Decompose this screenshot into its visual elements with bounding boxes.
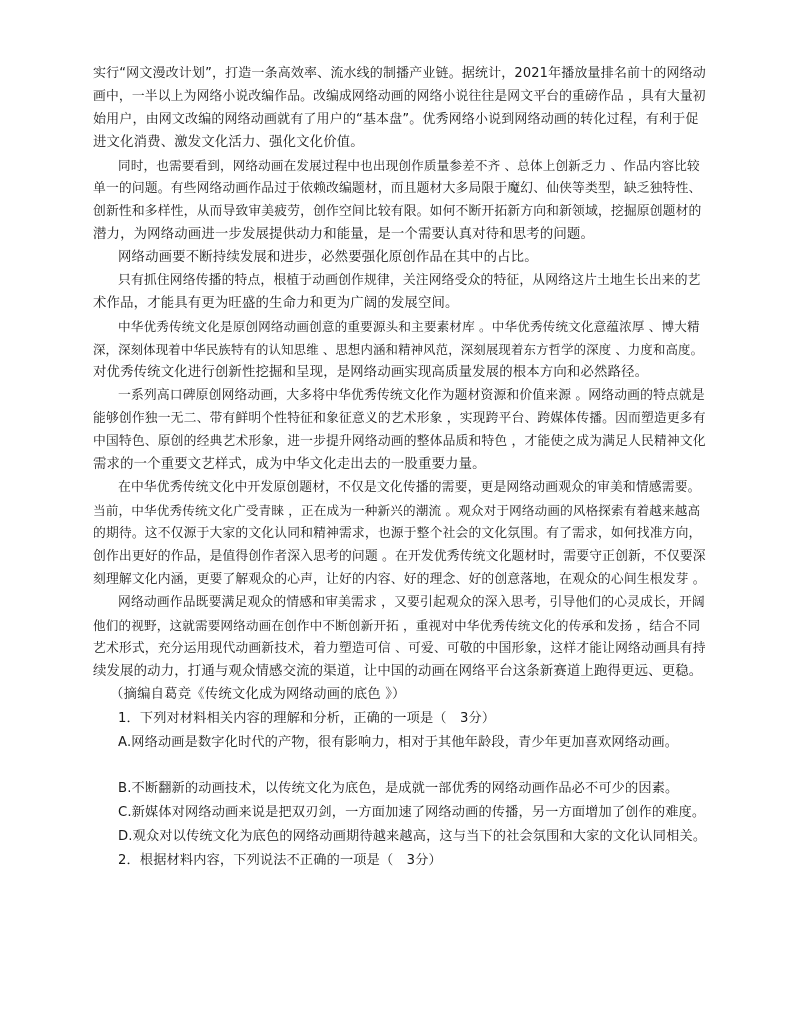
paragraph-line: 的期待。这不仅源于大家的文化认同和精神需求，也源于整个社会的文化氛围。有了需求，如何找准方向， bbox=[93, 526, 702, 541]
question-1-option-b: B.不断翻新的动画技术，以传统文化为底色，是成就一部优秀的网络动画作品必不可少的因素。 bbox=[118, 781, 679, 796]
question-1-option-c: C.新媒体对网络动画来说是把双刃剑，一方面加速了网络动画的传播，另一方面增加了创作的难度。 bbox=[118, 805, 706, 820]
paragraph-line: 创作出更好的作品，是值得创作者深入思考的问题 。在开发优秀传统文化题材时，需要守正创新，不仅要深 bbox=[93, 549, 706, 564]
paragraph-line: 他们的视野，这就需要网络动画在创作中不断创新开拓 ，重视对中华优秀传统文化的传承和发扬 ，结合不同 bbox=[93, 618, 701, 633]
source-citation: （摘编自葛竞《传统文化成为网络动画的底色 》） bbox=[110, 687, 406, 702]
question-2-stem: 2．根据材料内容，下列说法不正确的一项是（ 3分） bbox=[118, 853, 442, 868]
paragraph-line: 创新性和多样性，从而导致审美疲劳，创作空间比较有限。如何不断开拓新方向和新领域，挖掘原创题材的 bbox=[93, 204, 702, 219]
paragraph-line: 单一的问题。有些网络动画作品过于依赖改编题材，而且题材大多局限于魔幻、仙侠等类型，缺乏独特性、 bbox=[93, 181, 702, 196]
paragraph-line: 同时，也需要看到，网络动画在发展过程中也出现创作质量参差不齐 、总体上创新乏力 、作品内容比较 bbox=[118, 158, 700, 173]
paragraph-line: 始用户，由网文改编的网络动画就有了用户的“基本盘”。优秀网络小说到网络动画的转化过程，有利于促 bbox=[93, 112, 699, 127]
paragraph-line: 网络动画作品既要满足观众的情感和审美需求 ，又要引起观众的深入思考，引导他们的心灵成长，开阔 bbox=[118, 595, 705, 610]
question-1-option-d: D.观众对以传统文化为底色的网络动画期待越来越高，这与当下的社会氛围和大家的文化认同相关。 bbox=[118, 829, 707, 844]
paragraph-line: 潜力，为网络动画进一步发展提供动力和能量，是一个需要认真对待和思考的问题。 bbox=[93, 227, 595, 242]
paragraph-line: 进文化消费、激发文化活力、强化文化价值。 bbox=[93, 135, 364, 150]
paragraph-line: 刻理解文化内涵，更要了解观众的心声，让好的内容、好的理念、好的创意落地，在观众的心间生根发芽 。 bbox=[93, 572, 706, 587]
paragraph-line: 深，深刻体现着中华民族特有的认知思维 、思想内涵和精神风范，深刻展现着东方哲学的深度 、力度和高度。 bbox=[93, 342, 704, 357]
paragraph-line: 中华优秀传统文化是原创网络动画创意的重要源头和主要素材库 。中华优秀传统文化意蕴浓厚 、博大精 bbox=[118, 319, 700, 334]
paragraph-line: 一系列高口碑原创网络动画，大多将中华优秀传统文化作为题材资源和价值来源 。网络动画的特点就是 bbox=[118, 388, 705, 403]
paragraph-line: 能够创作独一无二、带有鲜明个性特征和象征意义的艺术形象 ，实现跨平台、跨媒体传播。因而塑造更多有 bbox=[93, 411, 706, 426]
paragraph-line: 实行“网文漫改计划”，打造一条高效率、流水线的制播产业链。据统计，2021年播放量排名前十的网络动 bbox=[93, 66, 706, 81]
paragraph-line: 续发展的动力，打通与观众情感交流的渠道，让中国的动画在网络平台这条新赛道上跑得更远、更稳。 bbox=[93, 664, 703, 679]
paragraph-line: 中国特色、原创的经典艺术形象，进一步提升网络动画的整体品质和特色 ，才能使之成为满足人民精神文化 bbox=[93, 434, 706, 449]
paragraph-line: 在中华优秀传统文化中开发原创题材，不仅是文化传播的需要，更是网络动画观众的审美和情感需要。 bbox=[118, 480, 701, 495]
paragraph-line: 只有抓住网络传播的特点，根植于动画创作规律，关注网络受众的特征，从网络这片土地生长出来的艺 bbox=[118, 273, 701, 288]
paragraph-line: 艺术形式，充分运用现代动画新技术，着力塑造可信 、可爱、可敬的中国形象，这样才能让网络动画具有持 bbox=[93, 641, 706, 656]
paragraph-line: 画中，一半以上为网络小说改编作品。改编成网络动画的网络小说往往是网文平台的重磅作品 ，具有大量初 bbox=[93, 89, 706, 104]
question-1-stem: 1．下列对材料相关内容的理解和分析，正确的一项是（ 3分） bbox=[118, 711, 496, 726]
paragraph-line: 对优秀传统文化进行创新性挖掘和呈现，是网络动画实现高质量发展的根本方向和必然路径。 bbox=[93, 365, 649, 380]
paragraph-line: 术作品，才能具有更为旺盛的生命力和更为广阔的发展空间。 bbox=[93, 296, 459, 311]
paragraph-line: 当前，中华优秀传统文化广受青睐 ，正在成为一种新兴的潮流 。观众对于网络动画的风格探索有着越来越高 bbox=[93, 503, 701, 518]
question-1-option-a: A.网络动画是数字化时代的产物，很有影响力，相对于其他年龄段，青少年更加喜欢网络动画。 bbox=[118, 735, 679, 750]
paragraph-line: 需求的一个重要文艺样式，成为中华文化走出去的一股重要力量。 bbox=[93, 457, 486, 472]
paragraph-line: 网络动画要不断持续发展和进步，必然要强化原创作品在其中的占比。 bbox=[118, 250, 538, 265]
